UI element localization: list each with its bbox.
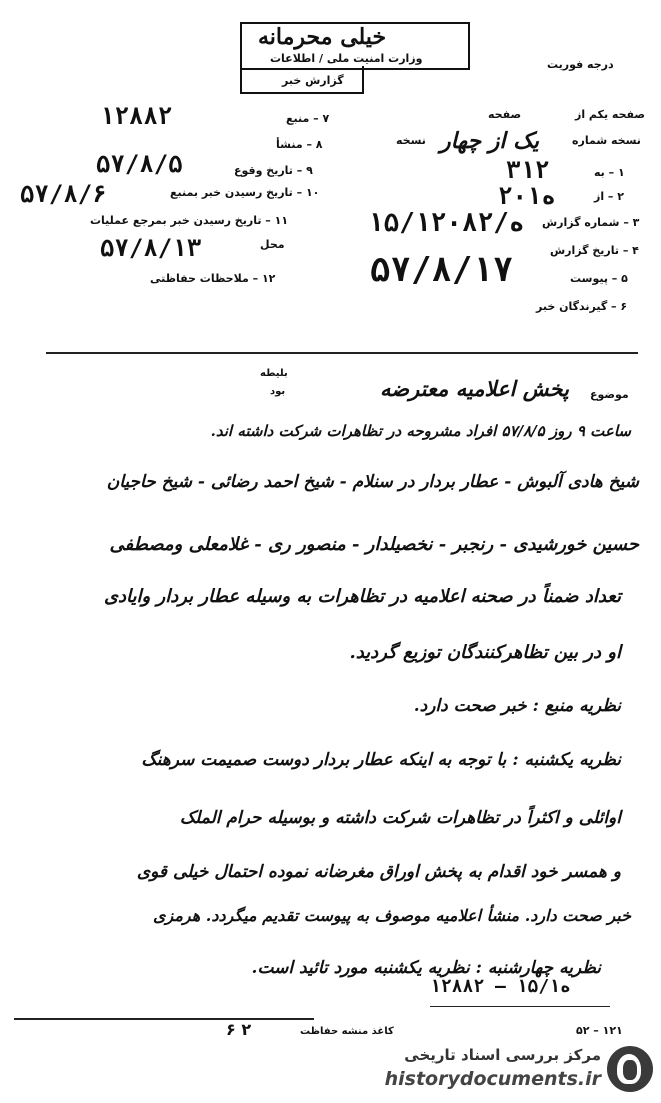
field-2-from: ۲ – از	[594, 190, 624, 203]
field-12-security-notes: ۱۲ – ملاحظات حفاظتی	[150, 272, 276, 285]
footer-form-code: ۱۲۱ – ۵۲	[576, 1024, 623, 1037]
field-9-date-occurred: ۹ – تاریخ وقوع	[234, 164, 313, 177]
body-line-9: و همسر خود اقدام به پخش اوراق مغرضانه نموده احتمال خیلی قوی	[136, 862, 621, 882]
footer-divider-left	[14, 1018, 314, 1020]
field-7-value: ۱۲۸۸۲	[100, 102, 173, 130]
page-suffix: صفحه	[488, 108, 522, 121]
field-7-source: ۷ – منبع	[286, 112, 330, 125]
subject-value: پخش اعلامیه معترضه	[380, 376, 569, 401]
page-label: صفحه یکم از	[575, 108, 646, 121]
copy-value: یک از چهار	[440, 128, 539, 154]
body-line-10: خبر صحت دارد. منشأ اعلامیه موصوف به پیوست تقدیم میگردد. هرمزی	[152, 906, 631, 925]
field-5-attachment: ۵ – پیوست	[570, 272, 628, 285]
body-line-3: حسین خورشیدی - رنجبر - نخصیلدار - منصور ری - غلامعلی ومصطفی	[109, 534, 639, 555]
field-11-value: ۵۷/۸/۱۳	[100, 234, 202, 262]
priority-label: درجه فوریت	[547, 58, 614, 71]
archive-logo-icon	[607, 1046, 653, 1092]
signature-underline	[430, 1006, 610, 1007]
body-line-4: تعداد ضمناً در صحنه اعلامیه در تظاهرات به وسیله عطار بردار وایادی	[103, 586, 621, 607]
field-4-value: ۵۷/۸/۱۷	[370, 250, 514, 290]
body-line-11: نظریه چهارشنبه : نظریه یکشنبه مورد تائید است.	[251, 958, 601, 978]
body-line-6: نظریه منبع : خبر صحت دارد.	[413, 696, 621, 716]
copy-label: نسخه شماره	[572, 134, 641, 147]
watermark-url: historydocuments.ir	[384, 1068, 601, 1090]
field-4-report-date: ۴ – تاریخ گزارش	[550, 244, 639, 257]
signature-note: ۱۲۸۸۲ – ۱۵/۱ه	[430, 976, 571, 997]
field-11-sub: محل	[260, 238, 285, 251]
header-divider	[46, 352, 638, 354]
body-line-5: او در بین تظاهرکنندگان توزیع گردید.	[349, 642, 621, 663]
subject-label: موضوع	[590, 388, 629, 401]
field-2-value: ۲۰ه۱	[498, 182, 556, 210]
watermark-title: مرکز بررسی اسناد تاریخی	[404, 1046, 601, 1064]
field-1-value: ۳۱۲	[506, 156, 550, 184]
report-type: گزارش خبر	[282, 74, 344, 87]
field-6-recipients: ۶ – گیرندگان خبر	[536, 300, 628, 313]
body-line-8: اوائلی و اکثراً در تظاهرات شرکت داشته و بوسیله حرام الملک	[179, 808, 621, 828]
subject-annotation-2: بود	[270, 386, 286, 397]
field-10-date-received: ۱۰ – تاریخ رسیدن خبر بمنبع	[170, 186, 320, 199]
field-8-origin: ۸ – منشأ	[276, 138, 323, 151]
field-10-value: ۵۷/۸/۶	[20, 180, 107, 208]
classification-stamp: خیلی محرمانه	[258, 24, 387, 50]
body-line-2: شیخ هادی آلبوش - عطار بردار در سنلام - شیخ احمد رضائی - شیخ حاجیان	[106, 472, 639, 492]
watermark	[370, 1040, 661, 1103]
footer-center-label: کاغذ منشه حفاظت	[300, 1026, 394, 1037]
agency-name: وزارت امنیت ملی / اطلاعات	[270, 52, 423, 65]
field-3-value: ۱۵/۱ه/۲۰۸۲	[368, 208, 525, 238]
copy-suffix: نسخه	[396, 134, 426, 147]
body-line-7: نظریه یکشنبه : با توجه به اینکه عطار بردار دوست صمیمت سرهنگ	[141, 750, 621, 770]
footer-left-mark: ۲ ۶	[226, 1020, 252, 1039]
field-9-value: ۵۷/۸/۵	[96, 150, 183, 178]
body-line-1: ساعت ۹ روز ۵۷/۸/۵ افراد مشروحه در تظاهرات شرکت داشته اند.	[210, 422, 631, 440]
field-3-report-number: ۳ – شماره گزارش	[542, 216, 640, 229]
field-11-date-ops: ۱۱ – تاریخ رسیدن خبر بمرجع عملیات	[90, 214, 289, 227]
field-1-to: ۱ – به	[594, 166, 625, 179]
subject-annotation-1: بلیطه	[260, 368, 288, 379]
